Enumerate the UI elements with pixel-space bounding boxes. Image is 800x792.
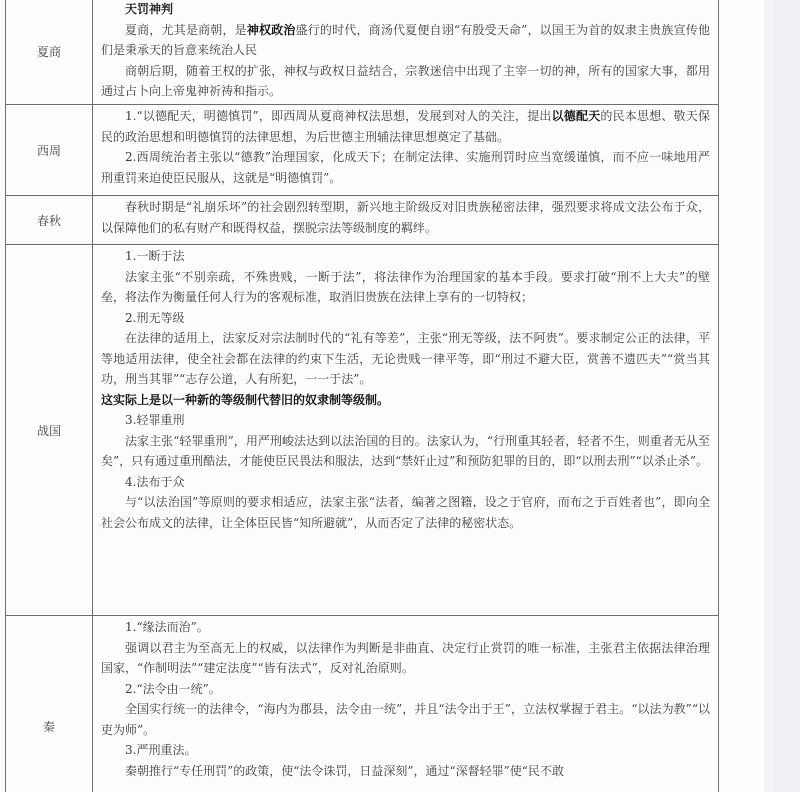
- bold-term: 以德配天: [551, 109, 601, 123]
- era-cell: 战国: [6, 245, 93, 616]
- table-row: [6, 245, 719, 616]
- paragraph: 在法律的适用上，法家反对宗法制时代的“礼有等差”，主张“刑无等级，法不阿贵”。要求制定公正的法律，平等地适用法律，使全社会都在法律的约束下生活，无论贵贱一律平等，即“刑过不避大臣，赏善不遗匹夫”“赏当其功，刑当其罪”“志存公道，人有所犯，一一于法”。: [101, 331, 710, 386]
- content-cell: [93, 0, 719, 105]
- table-row: [6, 105, 719, 196]
- subheading: 1.“缘法而治”。: [125, 620, 209, 634]
- paragraph: 法家主张“不别亲疏，不殊贵贱，一断于法”，将法律作为治理国家的基本手段。要求打破“刑不上大夫”的壁垒，将法作为衡量任何人行为的客观标准，取消旧贵族在法律上享有的一切特权；: [101, 269, 710, 304]
- era-cell: 秦: [6, 616, 93, 792]
- content-cell: [93, 616, 719, 792]
- subheading: 2.“法令由一统”。: [125, 681, 221, 696]
- era-cell: 春秋: [6, 196, 93, 245]
- paragraph: 秦朝推行“专任刑罚”的政策，使“法令诛罚，日益深刻”，通过“深督轻罪”使“民不敢: [125, 763, 564, 778]
- subheading: 4.法布于众: [125, 474, 185, 489]
- gutter-shade: [774, 0, 800, 792]
- paragraph: 春秋时期是“礼崩乐坏”的社会剧烈转型期，新兴地主阶级反对旧贵族秘密法律，强烈要求将成文法公布于众，以保障他们的私有财产和既得权益，摆脱宗法等级制度的羁绊。: [101, 200, 710, 235]
- subheading: 3.轻罪重刑: [125, 413, 185, 427]
- content-cell: [93, 105, 719, 196]
- table-row: [6, 0, 719, 105]
- era-cell: 西周: [6, 105, 93, 196]
- paragraph: 夏商，尤其是商朝，是神权政治盛行的时代，商汤代夏便自诩“有殷受天命”，以国王为首的奴隶主贵族宣传他们是秉承天的旨意来统治人民: [101, 22, 710, 57]
- subheading: 3.严刑重法。: [125, 743, 197, 757]
- paragraph: 与“以法治国”等原则的要求相适应，法家主张“法者，编著之图籍，设之于官府，而布之于百姓者也”，即向全社会公布成文的法律，让全体臣民皆“知所避就”，从而否定了法律的秘密状态。: [101, 495, 710, 530]
- content-cell: [93, 196, 719, 245]
- paragraph: 1.“以德配天，明德慎罚”，即西周从夏商神权法思想，发展到对人的关注，提出以德配天的民本思想、敬天保民的政治思想和明德慎罚的法律思想，为后世德主刑辅法律思想奠定了基础。: [101, 109, 710, 144]
- paragraph: 全国实行统一的法律令，“海内为郡县，法令由一统”，并且“法令出于王”，立法权掌握于君主。“以法为教”“以吏为师”。: [101, 702, 710, 737]
- table-row: [6, 616, 719, 792]
- era-cell: 夏商: [6, 0, 93, 105]
- table-row: [6, 196, 719, 245]
- viewer-gutter: [764, 0, 800, 792]
- paragraph: 2.西周统治者主张以“德教”治理国家，化成天下；在制定法律、实施刑罚时应当宽缓谨慎，而不应一味地用严刑重罚来迫使臣民服从，这就是“明德慎罚”。: [101, 150, 710, 185]
- bold-term: 神权政治: [246, 22, 296, 37]
- paragraph: 商朝后期，随着王权的扩张，神权与政权日益结合，宗教迷信中出现了主宰一切的神，所有的国家大事，都用通过占卜向上帝鬼神祈祷和指示。: [101, 63, 710, 98]
- section-title: 天罚神判: [125, 2, 174, 16]
- bold-conclusion: 这实际上是以一种新的等级制代替旧的奴隶制等级制。: [101, 392, 390, 407]
- content-cell: [93, 245, 719, 616]
- subheading: 2.刑无等级: [125, 310, 185, 325]
- paragraph: 法家主张“轻罪重刑”，用严刑峻法达到以法治国的目的。法家认为，“行刑重其轻者，轻者不生，则重者无从至矣”，只有通过重刑酷法，才能使臣民畏法和服法，达到“禁奸止过”和预防犯罪的目的，即“以刑去刑”“以杀止杀”。: [101, 433, 710, 468]
- legal-history-table: [5, 0, 719, 792]
- paragraph: 强调以君主为至高无上的权威，以法律作为判断是非曲直、决定行止赏罚的唯一标准，主张君主依据法律治理国家，“作制明法”“建定法度”“皆有法式”，反对礼治原则。: [101, 640, 710, 675]
- subheading: 1.一断于法: [125, 249, 185, 263]
